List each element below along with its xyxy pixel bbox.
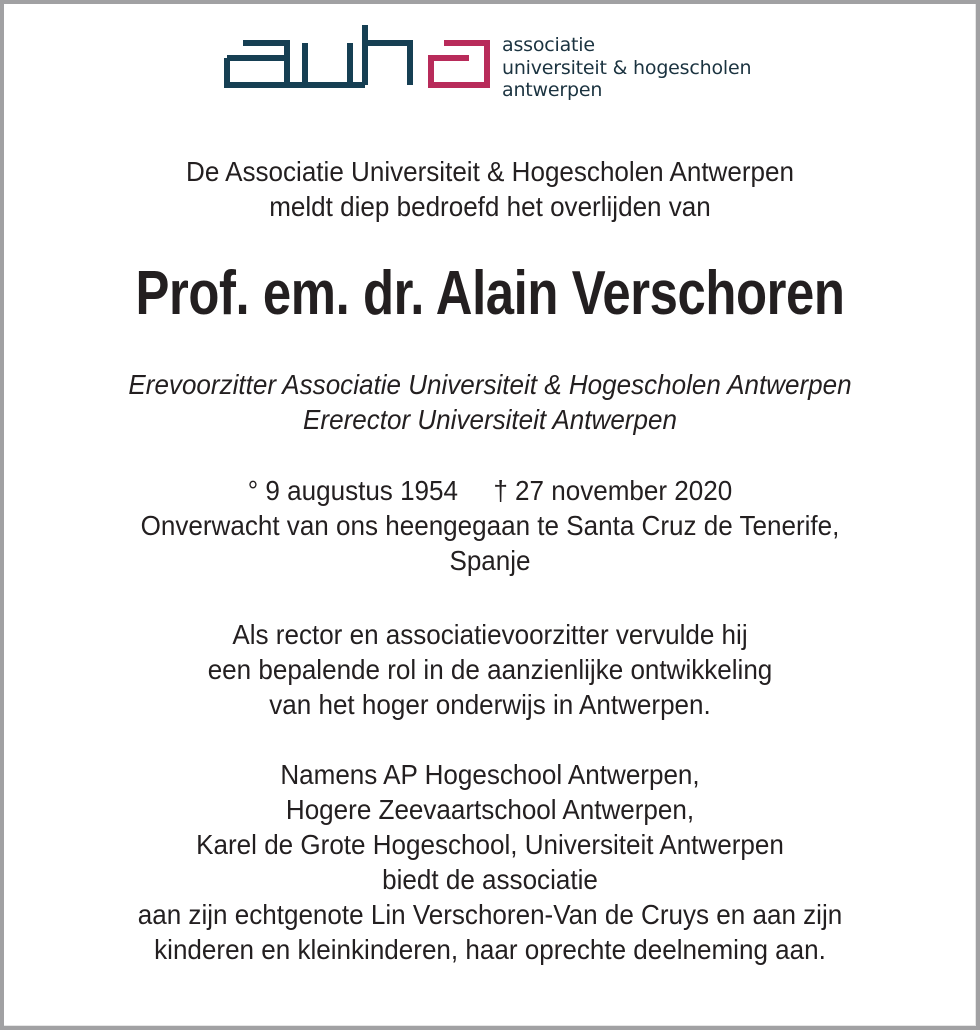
auha-wordmark-icon <box>220 22 500 106</box>
place-line: Spanje <box>449 545 531 576</box>
closing-line: biedt de associatie <box>382 864 598 895</box>
logo-tagline-line: antwerpen <box>502 79 603 101</box>
closing-line: Namens AP Hogeschool Antwerpen, <box>280 759 700 790</box>
place-line: Onverwacht van ons heengegaan te Santa Cruz de Tenerife, <box>140 510 840 541</box>
title-line: Ererector Universiteit Antwerpen <box>303 404 677 435</box>
obituary-notice <box>4 4 976 1026</box>
logo-tagline-line: associatie <box>502 34 595 56</box>
closing-line: Karel de Grote Hogeschool, Universiteit Antwerpen <box>196 829 784 860</box>
closing-line: kinderen en kleinkinderen, haar oprechte deelneming aan. <box>154 934 826 965</box>
tribute-line: een bepalende rol in de aanzienlijke ontwikkeling <box>207 654 773 685</box>
intro-text <box>38 154 942 224</box>
intro-line: De Associatie Universiteit & Hogescholen Antwerpen <box>186 156 794 187</box>
closing-line: aan zijn echtgenote Lin Verschoren-Van de Cruys en aan zijn <box>137 899 843 930</box>
deceased-titles <box>38 367 942 437</box>
birth-date: ° 9 augustus 1954 <box>247 475 459 506</box>
death-date: † 27 november 2020 <box>493 475 733 506</box>
tribute-line: van het hoger onderwijs in Antwerpen. <box>269 689 711 720</box>
condolence-text <box>38 757 942 967</box>
auha-logo <box>220 22 780 106</box>
deceased-name: Prof. em. dr. Alain Verschoren <box>135 259 845 328</box>
dates-line <box>38 473 942 508</box>
life-dates <box>38 473 942 578</box>
tribute-text <box>38 617 942 722</box>
logo-tagline <box>502 34 751 102</box>
closing-line: Hogere Zeevaartschool Antwerpen, <box>285 794 695 825</box>
intro-line: meldt diep bedroefd het overlijden van <box>269 191 711 222</box>
tribute-line: Als rector en associatievoorzitter vervulde hij <box>232 619 748 650</box>
title-line: Erevoorzitter Associatie Universiteit & Hogescholen Antwerpen <box>128 369 852 400</box>
logo-tagline-line: universiteit & hogescholen <box>502 56 752 79</box>
